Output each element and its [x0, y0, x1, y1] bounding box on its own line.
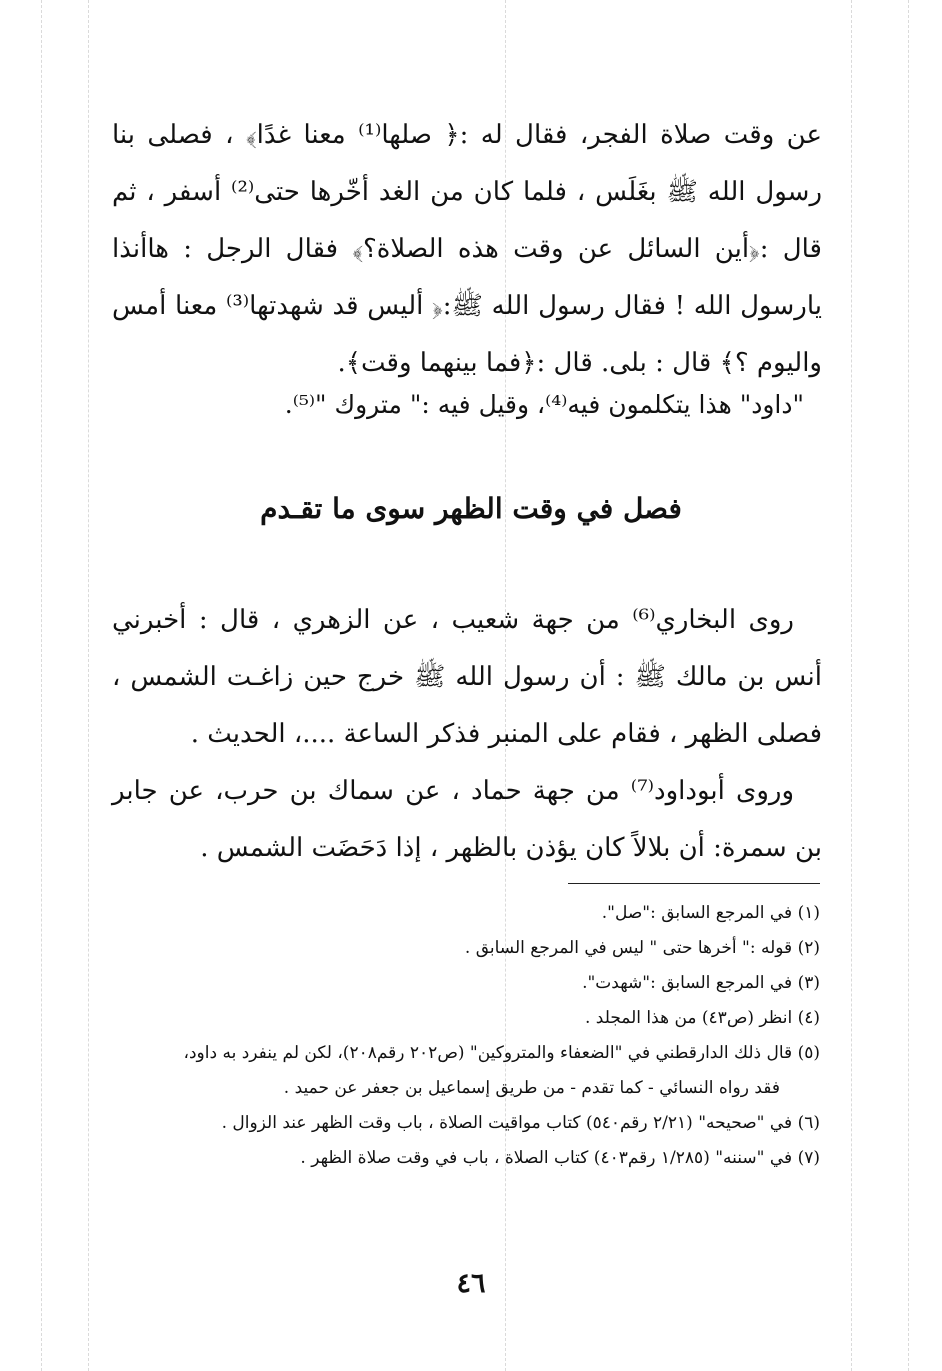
section-body	[112, 592, 822, 877]
paragraph-hadith-fajr	[112, 107, 822, 392]
paragraph-abu-dawud: وروى أبوداود⁽⁷⁾ من جهة حماد ، عن سماك بن حرب، عن جابر بن سمرة: أن بلالاً كان يؤذن بالظهر ، إذا دَحَضَت الشمس .	[112, 776, 822, 863]
footnote-6: (٦) في "صحيحه" (٢/٢١ رقم٥٤٠) كتاب مواقيت الصلاة ، باب وقت الظهر عند الزوال .	[221, 1113, 820, 1133]
footnote-3: (٣) في المرجع السابق :"شهدت".	[582, 973, 820, 993]
footnote-2: (٢) قوله :" أخرها حتى " ليس في المرجع السابق .	[464, 938, 820, 958]
footnote-1: (١) في المرجع السابق :"صل".	[601, 903, 820, 923]
footnote-7: (٧) في "سننه" (١/٢٨٥ رقم٤٠٣) كتاب الصلاة ، باب في وقت صلاة الظهر .	[300, 1148, 820, 1168]
page-number: ٤٦	[456, 1268, 486, 1299]
section-heading: فصل في وقت الظهر سوى ما تقـدم	[260, 492, 682, 525]
footnote-5: (٥) قال ذلك الدارقطني في "الضعفاء والمتروكين" (ص٢٠٢ رقم٢٠٨)، لكن لم ينفرد به داود،	[183, 1043, 820, 1063]
footnote-4: (٤) انظر (ص٤٣) من هذا المجلد .	[584, 1008, 820, 1028]
paragraph-bukhari: روى البخاري⁽⁶⁾ من جهة شعيب ، عن الزهري ، قال : أخبرني أنس بن مالك ﷺ : أن رسول الله ﷺ خرج حين زاغـت الشمس ، فصلى الظهر ، فقام على المنبر فذكر الساعة ....، الحديث .	[112, 605, 822, 749]
paragraph-dawud-note	[112, 377, 804, 433]
paragraph-2: "داود" هذا يتكلمون فيه⁽⁴⁾، وقيل فيه :" متروك "⁽⁵⁾.	[284, 390, 804, 419]
footnote-5-continuation: فقد رواه النسائي - كما تقدم - من طريق إسماعيل بن جعفر عن حميد .	[283, 1078, 780, 1098]
footnote-separator	[568, 883, 820, 884]
paragraph-1: عن وقت صلاة الفجر، فقال له :﴿ صلها⁽¹⁾ معنا غدًا﴾ ، فصلى بنا رسول الله ﷺ بغَلَس ، فلما كان من الغد أخّرها حتى⁽²⁾ أسفر ، ثم قال :﴿أين السائل عن وقت هذه الصلاة؟﴾ فقال الرجل : هاأنذا يارسول الله ! فقال رسول الله ﷺ:﴿ أليس قد شهدتها⁽³⁾ معنا أمس واليوم ؟﴾ قال : بلى. قال :﴿فما بينهما وقت﴾.	[112, 120, 822, 378]
footnotes	[108, 896, 820, 1176]
